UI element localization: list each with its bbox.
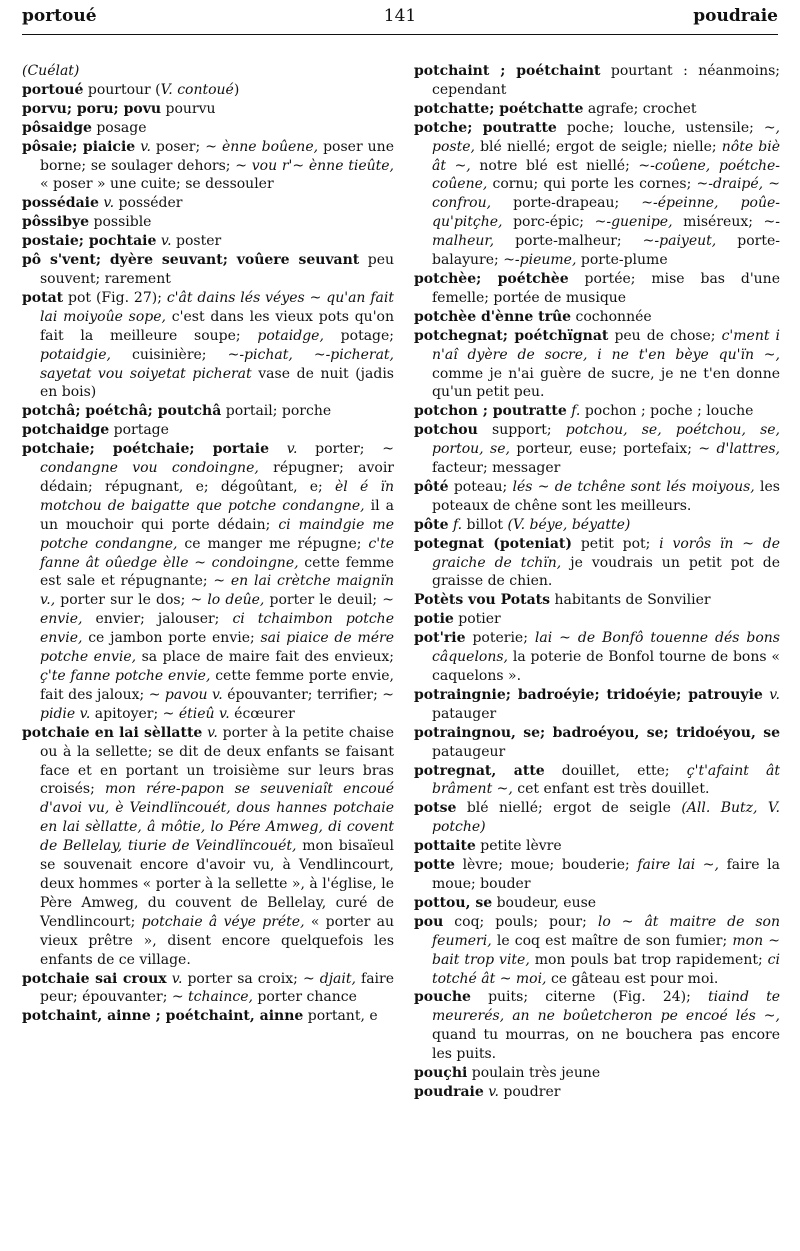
entry-italic-text: v. xyxy=(202,724,218,741)
dictionary-entry xyxy=(22,81,394,100)
entry-text: porter; xyxy=(297,441,383,458)
entry-italic-text: (V. béye, béyatte) xyxy=(507,516,631,533)
entry-headword: postaie; pochtaie xyxy=(22,233,157,250)
entry-headword: potchon ; poutratte xyxy=(414,403,567,420)
entry-text: comme je n'ai guère de sucre, je ne t'en donne qu'un petit peu. xyxy=(432,365,780,401)
entry-italic-text: vou r'~ ènne tieûte, xyxy=(251,157,394,174)
entry-text: porter à la petite chaise ou à la sellette; se dit de deux enfants se faisant face et en portant un troisième sur leurs bras croisés; xyxy=(40,724,394,798)
dictionary-entry xyxy=(22,62,394,81)
entry-italic-text: ~-draipé, ~ confrou, xyxy=(432,176,780,212)
entry-italic-text: ci totché ât ~ moi, xyxy=(432,951,780,987)
dictionary-entry xyxy=(22,251,394,289)
entry-headword: potie xyxy=(414,611,454,628)
dictionary-entry xyxy=(414,988,780,1064)
entry-text: porte-malheur; xyxy=(494,233,643,250)
entry-text: lèvre; moue; bouderie; xyxy=(454,857,638,874)
entry-italic-text: v. xyxy=(98,195,115,212)
entry-text: sa place de maire fait des envieux; xyxy=(136,649,394,666)
dictionary-entry xyxy=(414,913,780,989)
entry-text: patauger xyxy=(432,705,497,722)
entry-italic-text: mon ~ bait trop vite, xyxy=(432,932,780,968)
entry-italic-text: ~-coûene, poétche-coûene, xyxy=(432,157,780,193)
entry-text: porter chance xyxy=(252,989,357,1006)
dictionary-entry xyxy=(414,837,780,856)
entry-italic-text: ~ tchaince, xyxy=(171,989,253,1006)
entry-text: agrafe; crochet xyxy=(583,100,697,117)
entry-headword: potte xyxy=(414,857,455,874)
entry-headword: pottou, se xyxy=(414,894,493,911)
entry-headword: potchaidge xyxy=(22,422,110,439)
dictionary-entry xyxy=(414,1064,780,1083)
entry-italic-text: c'ment i n'aî dyère de socre, i ne t'en bèye qu'ïn ~, xyxy=(432,327,780,363)
entry-text: portée; mise bas d'une femelle; portée de musique xyxy=(432,270,780,306)
entry-text: « porter au vieux prêtre », disent encore quelquefois les enfants de ce village. xyxy=(40,913,395,968)
dictionary-entry xyxy=(22,194,394,213)
entry-italic-text: ~-épeinne, poûe-qu'pitçhe, xyxy=(432,195,780,231)
entry-headword: porvu; poru; povu xyxy=(22,100,162,117)
entry-italic-text: (All. Butz, V. potche) xyxy=(432,800,781,836)
entry-italic-text: ènne boûene, xyxy=(221,138,319,155)
entry-text: porte-balayure; xyxy=(432,233,780,269)
entry-italic-text: ~ pidie v. xyxy=(40,686,394,722)
entry-italic-text: ~ lo deûe, xyxy=(190,592,265,609)
entry-text: pourtant : néanmoins; cependant xyxy=(432,63,780,98)
entry-headword: pô s'vent; dyère seuvant; voûere seuvant xyxy=(22,252,360,269)
dictionary-entry xyxy=(414,894,780,913)
entry-text: pot (Fig. 27); xyxy=(63,289,167,306)
dictionary-entry xyxy=(414,686,780,724)
entry-text: poche; louche, ustensile; xyxy=(556,119,764,136)
entry-italic-text: i vorôs ïn ~ de graiche de tchïn, xyxy=(432,535,780,571)
dictionary-entry xyxy=(22,724,394,970)
entry-italic-text: mon rére-papon se seuveniaît encoué d'avoi vu, è Veindlïncouét, dous hannes potchaie en lai sèllatte, â môtie, lo Pére Amweg, di covent de Bellelay, tiurie de Veindlïncouét, xyxy=(40,781,394,855)
right-running-headword: poudraie xyxy=(693,6,778,26)
entry-italic-text: f. xyxy=(566,403,581,420)
entry-text: cet enfant est très douillet. xyxy=(512,781,710,798)
entry-text: notre blé est niellé; xyxy=(470,157,639,174)
entry-text: potier xyxy=(453,611,501,628)
entry-text: répugner; avoir dédain; répugnant, e; dégoûtant, e; xyxy=(40,460,394,495)
entry-italic-text: v. xyxy=(156,233,172,250)
dictionary-entry xyxy=(414,100,780,119)
entry-text: habitants de Sonvilier xyxy=(550,592,711,609)
entry-text: cette femme porte envie, fait des jaloux; xyxy=(40,668,394,703)
dictionary-entry xyxy=(414,799,780,837)
entry-text: pataugeur xyxy=(432,743,506,760)
entry-text: cette femme est sale et répugnante; xyxy=(40,554,394,590)
entry-text: potage; xyxy=(323,327,395,344)
entry-headword: possédaie xyxy=(22,195,99,212)
dictionary-entry xyxy=(22,119,394,138)
entry-headword: potegnat (poteniat) xyxy=(414,535,573,552)
entry-italic-text: f. xyxy=(448,516,463,533)
dictionary-entry xyxy=(414,421,780,478)
dictionary-entry xyxy=(22,1007,394,1026)
entry-text: porte-plume xyxy=(576,252,668,269)
entry-text: facteur; messager xyxy=(432,460,561,477)
entry-text: envier; jalouser; xyxy=(82,611,233,628)
entry-text: mon bisaïeul se souvenait encore d'avoir vu, à Vendlincourt, deux hommes « porter à la sellette », à l'église, le Père Amweg, du couvent de Bellelay, curé de Vendlincourt; xyxy=(40,838,394,930)
entry-italic-text: nôte biè ât ~, xyxy=(432,138,781,174)
entry-text: possible xyxy=(89,214,152,231)
dictionary-entry xyxy=(414,62,780,100)
entry-headword: potchaie en lai sèllatte xyxy=(22,724,203,741)
entry-italic-text: v. xyxy=(762,686,780,703)
entry-text: puits; citerne (Fig. 24); xyxy=(470,989,708,1006)
entry-text: quand tu mourras, on ne bouchera pas encore les puits. xyxy=(432,1027,780,1063)
entry-text: il a un mouchoir qui porte dédain; xyxy=(40,497,395,533)
dictionary-entry xyxy=(22,970,394,1008)
entry-headword: pottaite xyxy=(414,838,476,855)
entry-italic-text: v. xyxy=(166,970,183,987)
dictionary-entry xyxy=(414,629,780,686)
entry-text: le coq est maître de son fumier; xyxy=(491,932,733,949)
entry-italic-text: V. contoué xyxy=(160,81,234,98)
entry-text: blé niellé; ergot de seigle xyxy=(456,800,682,817)
entry-headword: poudraie xyxy=(414,1083,484,1100)
entry-italic-text: ~ envie, xyxy=(40,592,395,628)
entry-italic-text: ci tchaimbon potche envie, xyxy=(40,611,394,647)
entry-text: les poteaux de chêne sont les meilleurs. xyxy=(432,478,780,514)
dictionary-entry xyxy=(22,213,394,232)
entry-headword: pôsaidge xyxy=(22,119,92,136)
entry-italic-text: ~ étieû v. xyxy=(162,705,230,722)
entry-text: faire peur; épouvanter; xyxy=(40,970,395,1006)
entry-headword: pôsaie; piaicie xyxy=(22,138,136,155)
entry-italic-text: ~-guenipe, xyxy=(594,214,673,231)
entry-italic-text: ~-malheur, xyxy=(432,214,780,250)
entry-text: billot xyxy=(462,516,508,533)
entry-text: poster xyxy=(171,233,222,250)
dictionary-entry xyxy=(414,762,780,800)
entry-headword: pouçhi xyxy=(414,1065,468,1082)
dictionary-entry xyxy=(22,402,394,421)
entry-headword: pôte xyxy=(414,516,449,533)
entry-italic-text: v. xyxy=(268,441,298,458)
entry-italic-text: tiaind te meurerés, an ne boûetcheron pe encoé lés ~, xyxy=(432,989,780,1025)
entry-text: écœurer xyxy=(229,705,295,722)
entry-italic-text: faire lai ~, xyxy=(637,857,719,874)
entry-italic-text: ci maindgie me potche condangne, xyxy=(40,516,394,552)
entry-text: cornu; qui porte les cornes; xyxy=(487,176,697,193)
entry-text: porteur, euse; portefaix; xyxy=(509,441,699,458)
right-column xyxy=(414,62,780,1102)
dictionary-entry xyxy=(22,289,394,402)
entry-text: petit pot; xyxy=(572,535,660,552)
entry-italic-text: ç'te fanne potche envie, xyxy=(40,668,211,684)
entry-italic-text: v. xyxy=(483,1083,499,1100)
entry-text: la poterie de Bonfol tourne de bons « caquelons ». xyxy=(432,649,780,684)
entry-italic-text: ~, poste, xyxy=(432,119,780,155)
entry-text: ce gâteau est pour moi. xyxy=(546,970,719,987)
entry-headword: potchaie sai croux xyxy=(22,970,167,987)
entry-italic-text: sai piaice de mére potche envie, xyxy=(40,630,394,666)
entry-text: poteau; xyxy=(448,478,513,495)
entry-text: faire la moue; bouder xyxy=(432,857,780,892)
entry-italic-text: (Cuélat) xyxy=(22,63,80,79)
entry-italic-text: ~-pieume, xyxy=(503,252,577,269)
entry-text: porc-épic; xyxy=(502,214,595,231)
entry-text: portage xyxy=(109,422,169,439)
entry-text: pourvu xyxy=(161,100,216,117)
entry-text: posséder xyxy=(114,195,183,212)
entry-text: c'est dans les vieux pots qu'on fait la meilleure soupe; xyxy=(40,308,394,344)
entry-headword: potche; poutratte xyxy=(414,119,557,136)
entry-headword: Potèts vou Potats xyxy=(414,592,550,609)
left-running-headword: portoué xyxy=(22,6,97,26)
entry-text: peu souvent; rarement xyxy=(40,252,394,287)
entry-text: porte-drapeau; xyxy=(491,195,642,212)
entry-headword: potraingnie; badroéyie; tridoéyie; patrouyie xyxy=(414,686,763,703)
entry-text: ce manger me répugne; xyxy=(177,535,369,552)
header-rule xyxy=(22,34,778,35)
entry-headword: potchèe d'ènne trûe xyxy=(414,308,572,325)
entry-text: mon pouls bat trop rapidement; xyxy=(529,951,768,968)
entry-text: support; xyxy=(477,422,566,439)
entry-italic-text: ~-paiyeut, xyxy=(642,233,717,250)
dictionary-entry xyxy=(22,100,394,119)
entry-italic-text: lés ~ de tchêne sont lés moiyous, xyxy=(512,478,755,495)
entry-text: porter sur le dos; xyxy=(55,592,191,609)
left-column xyxy=(22,62,394,1026)
entry-text: vase de nuit (jadis en bois) xyxy=(40,365,394,401)
entry-headword: potchatte; poétchatte xyxy=(414,100,584,117)
dictionary-entry xyxy=(22,138,394,195)
entry-text: coq; pouls; pour; xyxy=(443,913,598,930)
dictionary-entry xyxy=(414,402,780,421)
entry-headword: potchèe; poétchèe xyxy=(414,270,569,287)
entry-headword: pot'rie xyxy=(414,630,466,647)
entry-text: poulain très jeune xyxy=(467,1065,601,1082)
dictionary-entry xyxy=(22,421,394,440)
dictionary-entry xyxy=(414,478,780,516)
entry-text: petite lèvre xyxy=(475,838,562,855)
entry-text: ) xyxy=(233,81,240,98)
entry-text: portant, e xyxy=(303,1008,378,1025)
entry-text: ce jambon porte envie; xyxy=(82,630,261,647)
entry-italic-text: ~ condangne vou condoingne, xyxy=(40,441,394,477)
entry-text: poudrer xyxy=(498,1083,561,1100)
entry-italic-text: ç't'afaint ât brâment ~, xyxy=(432,762,781,798)
entry-headword: pôssibye xyxy=(22,214,90,231)
entry-italic-text: ~ en lai crètche maignïn v., xyxy=(40,573,395,609)
dictionary-entry xyxy=(414,610,780,629)
dictionary-entry xyxy=(414,591,780,610)
entry-italic-text: ~ djait, xyxy=(302,970,356,987)
entry-text: pourtour ( xyxy=(83,81,161,98)
entry-headword: portoué xyxy=(22,81,84,98)
entry-italic-text: lai ~ de Bonfô touenne dés bons câquelons, xyxy=(432,630,780,666)
page-header xyxy=(22,6,778,36)
dictionary-entry xyxy=(414,119,780,270)
entry-text: cochonnée xyxy=(571,308,652,325)
entry-headword: potraingnou, se; badroéyou, se; tridoéyou, se xyxy=(414,724,780,741)
entry-headword: pôté xyxy=(414,478,449,495)
entry-text: peu de chose; xyxy=(608,327,722,344)
entry-text: pochon ; poche ; louche xyxy=(580,403,754,420)
entry-italic-text: lo ~ ât maitre de son feumeri, xyxy=(432,913,780,949)
entry-headword: potchâ; poétchâ; poutchâ xyxy=(22,403,222,420)
entry-headword: potat xyxy=(22,289,64,306)
entry-text: poser; ~ xyxy=(150,138,222,155)
dictionary-entry xyxy=(414,1083,780,1102)
dictionary-entry xyxy=(414,724,780,762)
entry-text: posage xyxy=(91,119,147,136)
dictionary-entry xyxy=(22,440,394,724)
entry-text: boudeur, euse xyxy=(492,894,597,911)
dictionary-entry xyxy=(414,270,780,308)
entry-italic-text: èl é ïn motchou de baigatte que potche condangne, xyxy=(40,478,394,514)
entry-text: « poser » une cuite; se dessouler xyxy=(40,176,274,193)
entry-text: douillet, ette; xyxy=(544,762,687,779)
entry-text: apitoyer; xyxy=(90,705,163,722)
entry-italic-text: ~-pichat, ~-picherat, sayetat vou soiyetat picherat xyxy=(40,346,394,382)
entry-headword: pouche xyxy=(414,989,471,1006)
dictionary-entry xyxy=(22,232,394,251)
entry-text: cuisinière; xyxy=(110,346,228,363)
entry-text: je voudrais un petit pot de graisse de chien. xyxy=(432,554,780,590)
entry-headword: potchou xyxy=(414,422,478,439)
entry-italic-text: c'te fanne ât oûedge èlle ~ condoingne, xyxy=(40,535,394,571)
dictionary-entry xyxy=(414,856,780,894)
entry-italic-text: potaidgie, xyxy=(40,346,111,363)
dictionary-entry xyxy=(414,327,780,403)
entry-text: blé niellé; ergot de seigle; nielle; xyxy=(474,138,722,155)
entry-headword: potchaie; poétchaie; portaie xyxy=(22,441,269,458)
entry-headword: potchegnat; poétchïgnat xyxy=(414,327,609,344)
entry-italic-text: potchaie â véye préte, xyxy=(141,913,305,930)
entry-text: porter sa croix; xyxy=(182,970,303,987)
entry-headword: potchaint, ainne ; poétchaint, ainne xyxy=(22,1008,304,1025)
entry-text: portail; porche xyxy=(221,403,332,420)
dictionary-entry xyxy=(414,516,780,535)
entry-italic-text: v. xyxy=(135,138,151,155)
page-number: 141 xyxy=(383,6,417,26)
entry-headword: pou xyxy=(414,913,444,930)
entry-headword: potchaint ; poétchaint xyxy=(414,63,601,79)
entry-headword: potse xyxy=(414,800,457,817)
entry-italic-text: c'ât dains lés véyes ~ qu'an fait lai moiyoûe sope, xyxy=(40,289,394,325)
entry-italic-text: ~ d'lattres, xyxy=(698,441,780,458)
dictionary-entry xyxy=(414,308,780,327)
entry-text: miséreux; xyxy=(672,214,764,231)
entry-text: poterie; xyxy=(465,630,535,647)
entry-italic-text: potchou, se, poétchou, se, portou, se, xyxy=(432,422,780,458)
dictionary-entry xyxy=(414,535,780,592)
entry-text: épouvanter; terrifier; xyxy=(222,686,383,703)
entry-italic-text: potaidge, xyxy=(257,327,324,344)
entry-text: porter le deuil; xyxy=(264,592,383,609)
entry-text: poser une borne; se soulager dehors; ~ xyxy=(40,138,394,174)
entry-italic-text: ~ pavou v. xyxy=(148,686,223,703)
entry-headword: potregnat, atte xyxy=(414,762,545,779)
